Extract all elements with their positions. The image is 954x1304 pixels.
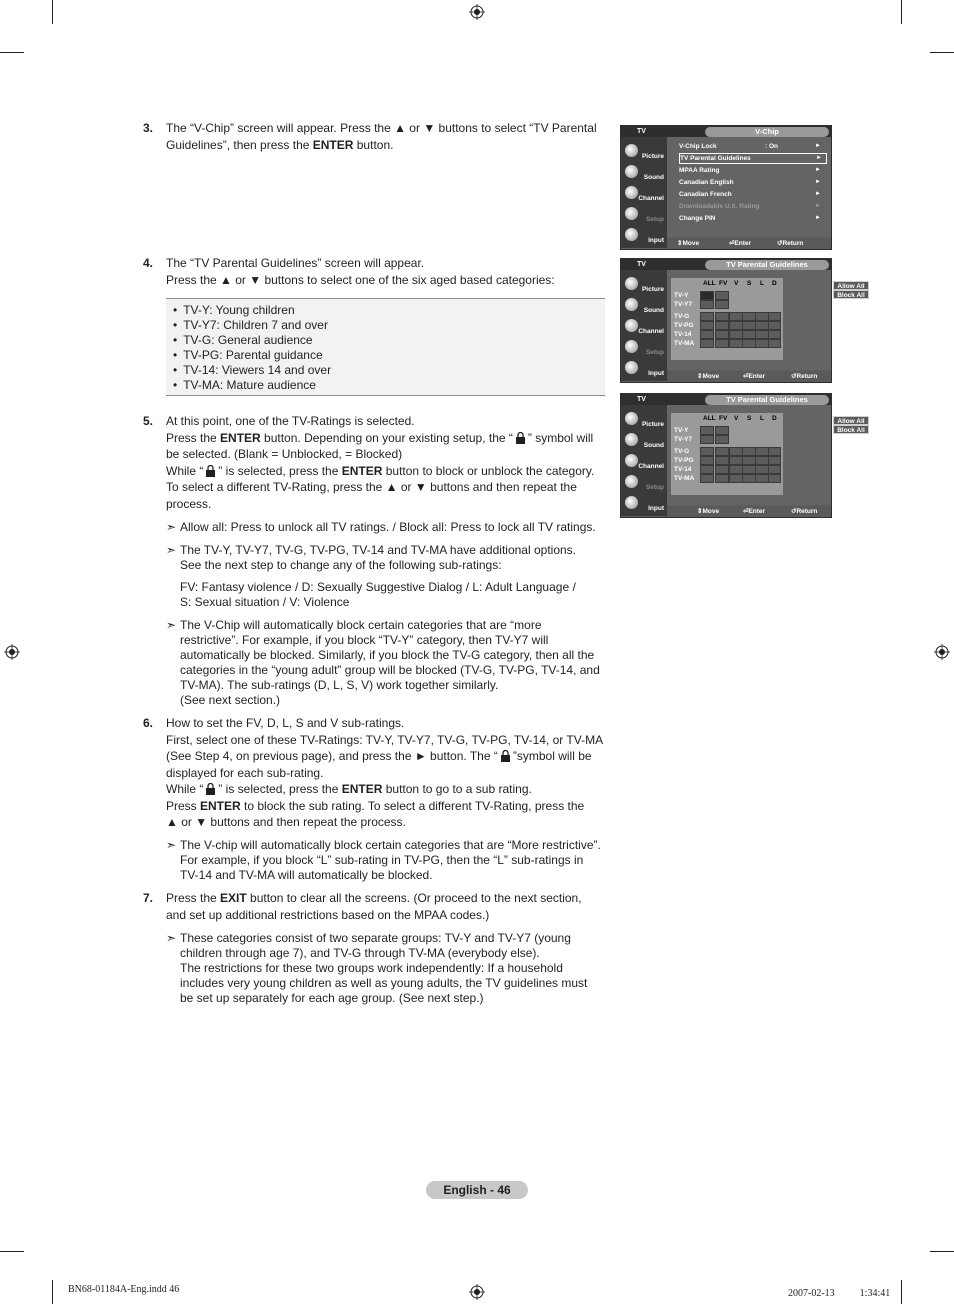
grid-cell[interactable] [742,321,756,330]
channel-icon [625,186,638,199]
note-arrow-icon: ➣ [166,931,177,945]
rating-grid [671,413,783,495]
grid-cell[interactable] [700,312,714,321]
tv-top-bar [621,259,831,270]
arrow-right-icon: ► [815,215,821,221]
grid-cell[interactable] [700,300,714,309]
grid-cell[interactable] [729,339,743,348]
category-item: • TV-G: General audience [173,333,605,348]
tv-side-channel[interactable] [621,316,667,337]
grid-cell[interactable] [700,291,714,300]
sound-icon [625,165,638,178]
help-return: ↺ Return [791,508,818,515]
note-text: restrictive”. For example, if you block “TV-Y” category, then TV-Y7 will [180,633,549,647]
channel-icon [625,454,638,467]
grid-cell[interactable] [715,465,729,474]
block-all-button[interactable]: Block All [833,425,869,434]
tv-side-label: Setup [645,484,664,491]
category-item: • TV-PG: Parental guidance [173,348,605,363]
tv-side-label: Picture [641,286,664,293]
menu-vchip-lock[interactable]: V-Chip Lock : On ► [679,143,821,150]
grid-cell[interactable] [700,330,714,339]
grid-cell[interactable] [742,447,756,456]
tv-screen-parental-1 [620,258,865,383]
grid-cell[interactable] [755,321,769,330]
grid-cell[interactable] [755,447,769,456]
lock-icon [205,465,216,477]
crop-mark [930,1251,954,1252]
arrow-right-icon: ► [815,143,821,149]
tv-grid-panel [667,405,865,505]
step-number: 6. [143,716,154,730]
grid-cell[interactable] [742,456,756,465]
tv-side-label: Input [648,237,664,244]
tv-top-bar [621,394,831,405]
grid-row-label: TV-Y7 [674,436,693,443]
grid-row-label: TV-MA [674,340,695,347]
step-text: While “ ” is selected, press the ENTER button to go to a sub rating. [166,782,532,796]
tv-side-sound[interactable] [621,162,667,183]
grid-cell[interactable] [715,474,729,483]
grid-cell[interactable] [742,339,756,348]
arrow-right-icon: ► [815,167,821,173]
grid-cell[interactable] [755,330,769,339]
menu-change-pin[interactable]: Change PIN ► [679,215,821,222]
tv-menu-title: V-Chip [705,127,829,137]
grid-cell[interactable] [755,465,769,474]
note-more-restrictive [166,838,606,883]
grid-cell[interactable] [729,330,743,339]
registration-mark-icon [934,644,950,660]
grid-cell[interactable] [700,426,714,435]
picture-icon [625,277,638,290]
grid-cell[interactable] [700,435,714,444]
note-text: Allow all: Press to unlock all TV ratings. / Block all: Press to lock all TV ratings. [180,520,596,534]
tv-side-input[interactable] [621,358,667,379]
tv-sidebar [621,405,667,516]
grid-cell[interactable] [715,426,729,435]
step-text: At this point, one of the TV-Ratings is selected. [166,414,415,428]
note-arrow-icon: ➣ [166,543,177,557]
step-number: 5. [143,414,154,428]
tv-label: TV [637,128,646,135]
help-move: ⇕ Move [697,508,720,515]
tv-help-bar [667,506,831,517]
note-text: TV-14 and TV-MA will automatically be blocked. [180,868,433,882]
grid-cell[interactable] [715,339,729,348]
setup-icon [625,340,638,353]
grid-cell[interactable] [768,447,781,456]
menu-tv-parental-guidelines[interactable]: TV Parental Guidelines ► [679,153,827,164]
help-return: ↺ Return [777,240,804,247]
tv-side-channel[interactable] [621,451,667,472]
tv-menu-title: TV Parental Guidelines [705,260,829,270]
note-text: For example, if you block “L” sub-rating in TV-PG, then the “L” sub-ratings in [180,853,584,867]
grid-cell[interactable] [700,447,714,456]
grid-cell[interactable] [715,300,729,309]
category-list-box [166,298,605,396]
step-text: (See Step 4, on previous page), and press the ► button. The “ ”symbol will be [166,749,592,763]
sound-icon [625,298,638,311]
note-text: be set up separately for each age group. (See next step.) [180,991,484,1005]
grid-cell[interactable] [715,312,729,321]
note-arrow-icon: ➣ [166,618,177,632]
date-slug: 2007-02-13 1:34:41 [788,1288,891,1299]
setup-icon [625,207,638,220]
tv-side-label: Sound [643,174,664,181]
picture-icon [625,144,638,157]
setup-icon [625,475,638,488]
channel-icon [625,319,638,332]
help-enter: ⏎ Enter [743,373,766,380]
input-icon [625,496,638,509]
grid-row-label: TV-14 [674,331,692,338]
note-arrow-icon: ➣ [166,520,177,534]
grid-cell[interactable] [729,312,743,321]
registration-mark-icon [4,644,20,660]
step-text: process. [166,496,212,511]
tv-side-input[interactable] [621,493,667,514]
note-text: (See next section.) [180,693,281,707]
note-allow-block [166,520,606,535]
grid-cell[interactable] [768,312,781,321]
grid-cell[interactable] [768,465,781,474]
step-text: First, select one of these TV-Ratings: TV-Y, TV-Y7, TV-G, TV-PG, TV-14, or TV-MA [166,732,604,747]
step-text: Press the EXIT button to clear all the screens. (Or proceed to the next section, [166,891,582,905]
grid-cell[interactable] [700,456,714,465]
grid-cell[interactable] [729,321,743,330]
note-auto-block [166,618,606,708]
grid-cell[interactable] [768,321,781,330]
grid-cell[interactable] [755,312,769,321]
registration-mark-icon [469,1284,485,1300]
grid-cell[interactable] [729,474,743,483]
menu-canadian-french[interactable]: Canadian French ► [679,191,821,198]
grid-cell[interactable] [729,465,743,474]
menu-canadian-english[interactable]: Canadian English ► [679,179,821,186]
note-text: categories in the “young adult” group will be blocked (TV-G, TV-PG, TV-14, and [180,663,600,677]
allow-all-button[interactable]: Allow All [833,416,869,425]
note-arrow-icon: ➣ [166,838,177,852]
grid-cell[interactable] [700,465,714,474]
grid-row-label: TV-PG [674,322,694,329]
rating-grid [671,278,783,360]
crop-mark [52,0,53,24]
tv-side-label: Channel [638,328,664,335]
step-text: Press the ENTER button. Depending on your existing setup, the “ ” symbol will [166,430,594,445]
grid-cell[interactable] [715,456,729,465]
tv-side-picture[interactable] [621,141,667,162]
tv-side-label: Picture [641,153,664,160]
crop-mark [901,0,902,24]
tv-side-picture[interactable] [621,409,667,430]
input-icon [625,361,638,374]
lock-icon [205,783,216,795]
step-4 [143,255,605,288]
grid-cell[interactable] [742,330,756,339]
tv-grid-panel [667,270,865,370]
grid-cell[interactable] [742,465,756,474]
step-text: displayed for each sub-rating. [166,765,324,780]
grid-row-label: TV-G [674,313,690,320]
menu-mpaa-rating[interactable]: MPAA Rating ► [679,167,821,174]
grid-row-label: TV-Y [674,292,689,299]
step-3 [143,120,605,153]
lock-icon [500,750,511,762]
tv-screen-vchip [620,125,832,250]
page-number-label: English - 46 [426,1181,528,1199]
grid-row-label: TV-G [674,448,690,455]
note-text: See the next step to change any of the following sub-ratings: [180,558,502,572]
step-number: 3. [143,121,154,135]
help-move: ⇕ Move [697,373,720,380]
menu-downloadable-rating[interactable]: Downloadable U.S. Rating ► [679,203,821,210]
tv-side-setup[interactable] [621,337,667,358]
step-text: The “TV Parental Guidelines” screen will appear. [166,256,425,270]
note-text: The TV-Y, TV-Y7, TV-G, TV-PG, TV-14 and TV-MA have additional options. [180,543,576,557]
tv-menu-title: TV Parental Guidelines [705,395,829,405]
step-text: Guidelines”, then press the ENTER button. [166,137,394,152]
grid-cell[interactable] [755,339,769,348]
grid-cell[interactable] [700,321,714,330]
step-text: The “V-Chip” screen will appear. Press the ▲ or ▼ buttons to select “TV Parental [166,121,597,135]
note-text: children through age 7), and TV-G through TV-MA (everybody else). [180,946,540,960]
note-text: The V-chip will automatically block certain categories that are “More restrictive”. [180,838,601,852]
tv-side-picture[interactable] [621,274,667,295]
tv-side-label: Channel [638,195,664,202]
file-slug: BN68-01184A-Eng.indd 46 [68,1284,180,1295]
picture-icon [625,412,638,425]
step-text: ▲ or ▼ buttons and then repeat the process. [166,815,406,829]
tv-label: TV [637,261,646,268]
step-text: be selected. (Blank = Unblocked, = Blocked) [166,447,403,461]
crop-mark [0,1251,24,1252]
category-item: • TV-MA: Mature audience [173,378,605,393]
help-enter: ⏎ Enter [729,240,752,247]
grid-row-label: TV-Y [674,427,689,434]
grid-cell[interactable] [742,474,756,483]
tv-sidebar [621,270,667,381]
grid-cell[interactable] [715,447,729,456]
tv-side-channel[interactable] [621,183,667,204]
help-move: ⇕ Move [677,240,700,247]
tv-side-sound[interactable] [621,295,667,316]
note-text: These categories consist of two separate groups: TV-Y and TV-Y7 (young [180,931,571,945]
arrow-right-icon: ► [816,155,822,161]
note-text: includes very young children as well as young adults, the TV guidelines must [180,976,588,990]
grid-cell[interactable] [700,474,714,483]
grid-cell[interactable] [768,330,781,339]
tv-side-label: Channel [638,463,664,470]
registration-mark-icon [469,4,485,20]
note-text: FV: Fantasy violence / D: Sexually Suggestive Dialog / L: Adult Language / [180,580,576,594]
tv-side-sound[interactable] [621,430,667,451]
step-text: Press ENTER to block the sub rating. To select a different TV-Rating, press the [166,798,585,813]
note-text: S: Sexual situation / V: Violence [180,595,350,609]
note-two-groups [166,931,606,1006]
tv-side-label: Setup [645,349,664,356]
grid-cell[interactable] [729,447,743,456]
step-5 [143,413,605,512]
step-text: To select a different TV-Rating, press the ▲ or ▼ buttons and then repeat the [166,480,577,494]
grid-header: ALL FV V S L D [703,415,777,422]
tv-help-bar [667,238,831,249]
arrow-right-icon: ► [815,191,821,197]
tv-label: TV [637,396,646,403]
grid-cell[interactable] [755,474,769,483]
grid-cell[interactable] [700,339,714,348]
crop-mark [0,52,24,53]
tv-side-label: Input [648,505,664,512]
step-text: While “ ” is selected, press the ENTER button to block or unblock the category. [166,463,595,478]
grid-cell[interactable] [715,330,729,339]
tv-side-label: Sound [643,442,664,449]
grid-row-label: TV-Y7 [674,301,693,308]
crop-mark [930,52,954,53]
tv-side-input[interactable] [621,225,667,246]
arrow-right-icon: ► [815,203,821,209]
note-text: TV-MA). The sub-ratings (D, L, S, V) work together similarly. [180,678,499,692]
step-text: and set up additional restrictions based on the MPAA codes.) [166,907,490,922]
help-return: ↺ Return [791,373,818,380]
grid-row-label: TV-14 [674,466,692,473]
tv-side-label: Setup [645,216,664,223]
note-text: The V-Chip will automatically block certain categories that are “more [180,618,542,632]
sound-icon [625,433,638,446]
block-all-button[interactable]: Block All [833,290,869,299]
grid-cell[interactable] [768,474,781,483]
category-item: • TV-Y: Young children [173,303,605,318]
step-6 [143,715,605,831]
step-number: 4. [143,256,154,270]
grid-cell[interactable] [729,456,743,465]
step-text: How to set the FV, D, L, S and V sub-ratings. [166,716,405,730]
tv-sidebar [621,137,667,248]
grid-row-label: TV-MA [674,475,695,482]
grid-row-label: TV-PG [674,457,694,464]
grid-cell[interactable] [768,456,781,465]
tv-side-setup[interactable] [621,472,667,493]
step-number: 7. [143,891,154,905]
tv-menu-panel [667,137,831,237]
step-7 [143,890,605,923]
step-text: Press the ▲ or ▼ buttons to select one of the six aged based categories: [166,272,555,287]
tv-top-bar [621,126,831,137]
grid-cell[interactable] [755,456,769,465]
crop-mark [901,1280,902,1304]
grid-cell[interactable] [715,291,729,300]
arrow-right-icon: ► [815,179,821,185]
note-text: automatically be blocked. Similarly, if you block the TV-G category, then all the [180,648,595,662]
help-enter: ⏎ Enter [743,508,766,515]
grid-header: ALL FV V S L D [703,280,777,287]
note-additional-options [166,543,606,610]
category-item: • TV-14: Viewers 14 and over [173,363,605,378]
tv-side-setup[interactable] [621,204,667,225]
grid-cell[interactable] [715,435,729,444]
input-icon [625,228,638,241]
tv-screen-parental-2 [620,393,865,518]
grid-cell[interactable] [742,312,756,321]
tv-side-label: Input [648,370,664,377]
tv-side-label: Sound [643,307,664,314]
grid-cell[interactable] [715,321,729,330]
crop-mark [52,1280,53,1304]
lock-icon [515,432,526,444]
tv-side-label: Picture [641,421,664,428]
allow-all-button[interactable]: Allow All [833,281,869,290]
grid-cell[interactable] [768,339,781,348]
category-item: • TV-Y7: Children 7 and over [173,318,605,333]
note-text: The restrictions for these two groups work independently: If a household [180,961,563,975]
tv-help-bar [667,371,831,382]
